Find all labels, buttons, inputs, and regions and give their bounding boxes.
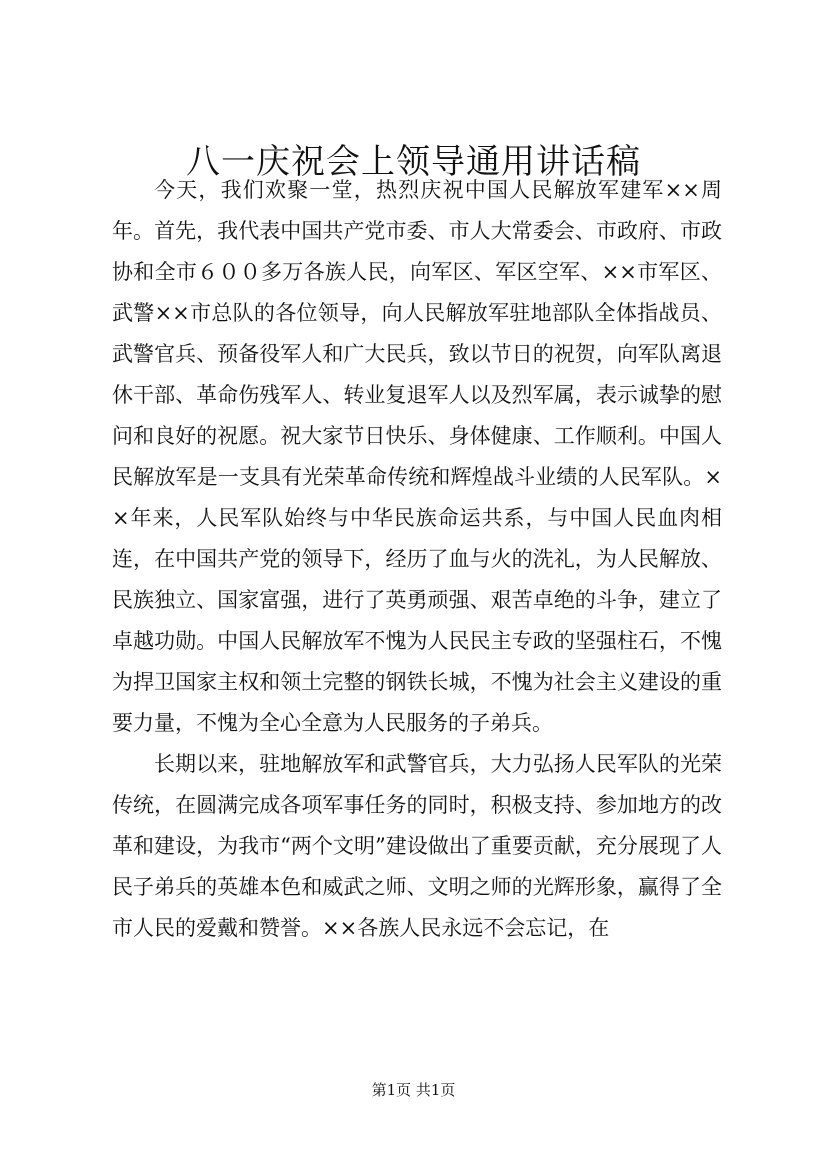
paragraph-2: 长期以来，驻地解放军和武警官兵，大力弘扬人民军队的光荣传统，在圆满完成各项军事任务的同时，积极支持、参加地方的改革和建设，为我市“两个文明”建设做出了重要贡献，充分展现了人民子弟兵的英雄本色和威武之师、文明之师的光辉形象，赢得了全市人民的爱戴和赞誉。××各族人民永远不会忘记，在 [112, 752, 722, 940]
document-title: 八一庆祝会上领导通用讲话稿 [186, 142, 641, 182]
paragraph-1: 今天，我们欢聚一堂，热烈庆祝中国人民解放军建军××周年。首先，我代表中国共产党市委、市人大常委会、市政府、市政协和全市６００多万各族人民，向军区、军区空军、××市军区、武警××市总队的各位领导，向人民解放军驻地部队全体指战员、武警官兵、预备役军人和广大民兵，致以节日的祝贺，向军队离退休干部、革命伤残军人、转业复退军人以及烈军属，表示诚挚的慰问和良好的祝愿。祝大家节日快乐、身体健康、工作顺利。中国人民解放军是一支具有光荣革命传统和辉煌战斗业绩的人民军队。××年来，人民军队始终与中华民族命运共系，与中国人民血肉相连，在中国共产党的领导下，经历了血与火的洗礼，为人民解放、民族独立、国家富强，进行了英勇顽强、艰苦卓绝的斗争，建立了卓越功勋。中国人民解放军不愧为人民民主专政的坚强柱石，不愧为捍卫国家主权和领土完整的钢铁长城，不愧为社会主义建设的重要力量，不愧为全心全意为人民服务的子弟兵。 [112, 178, 722, 735]
document-body [112, 170, 722, 949]
page-footer: 第1页 共1页 [371, 1081, 456, 1099]
